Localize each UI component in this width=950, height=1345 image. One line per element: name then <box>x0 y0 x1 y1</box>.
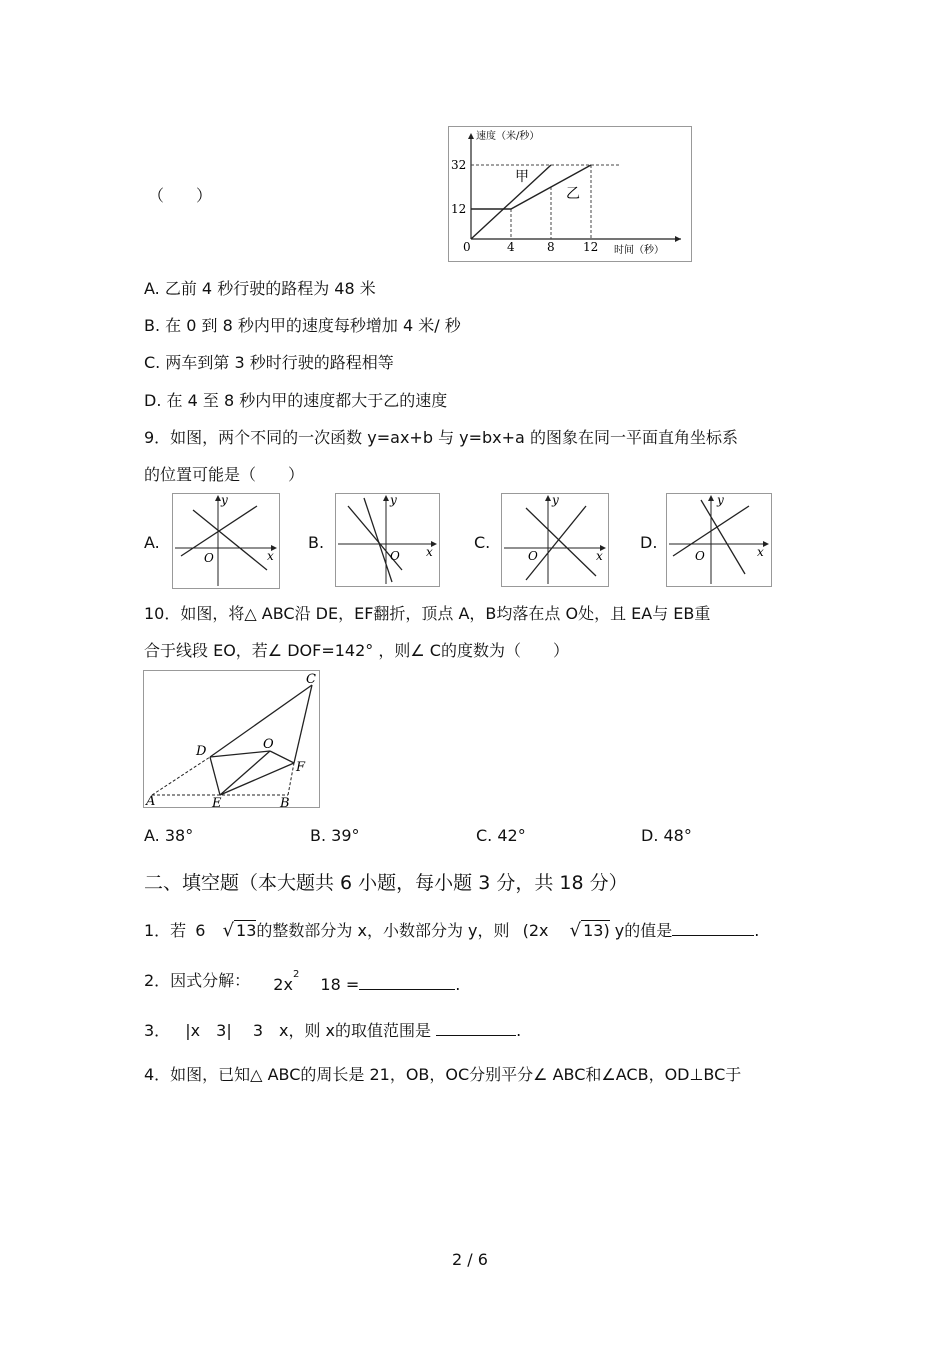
q8-option-d: D. 在 4 至 8 秒内甲的速度都大于乙的速度 <box>144 391 448 410</box>
label-jia: 甲 <box>515 169 529 185</box>
svg-text:C: C <box>306 672 316 687</box>
q9-stem-line1: 9．如图，两个不同的一次函数 y=ax+b 与 y=bx+a 的图象在同一平面直角坐标系 <box>144 428 738 447</box>
q8-option-b: B. 在 0 到 8 秒内甲的速度每秒增加 4 米/ 秒 <box>144 316 461 335</box>
svg-text:x: x <box>757 545 764 559</box>
q9-option-b-letter: B. <box>308 533 325 552</box>
svg-text:x: x <box>426 545 433 559</box>
fill-q2-blank[interactable] <box>359 975 455 990</box>
svg-text:O: O <box>390 549 400 563</box>
svg-text:y: y <box>221 494 228 507</box>
q10-stem-line1: 10．如图，将△ ABC沿 DE，EF翻折，顶点 A，B均落在点 O处，且 EA与 EB重 <box>144 604 711 623</box>
svg-text:A: A <box>146 794 156 807</box>
q9-graph-c <box>501 493 609 587</box>
fill-q2: 2．因式分解： $2x^2$ 18 = . <box>144 969 461 994</box>
svg-text:y: y <box>552 494 559 507</box>
svg-text:E: E <box>212 796 222 807</box>
q8-paren: （ ） <box>148 186 213 205</box>
svg-text:y: y <box>390 494 397 507</box>
graph-xlabel: 时间（秒） <box>614 245 664 256</box>
q10-option-a: A. 38° <box>144 826 194 845</box>
q10-option-d: D. 48° <box>641 826 692 845</box>
section2-heading: 二、填空题（本大题共 6 小题，每小题 3 分，共 18 分） <box>144 872 628 894</box>
x-tick-4: 4 <box>507 240 515 254</box>
q8-option-c: C. 两车到第 3 秒时行驶的路程相等 <box>144 353 394 372</box>
graph-ylabel: 速度（米/秒） <box>476 131 540 142</box>
svg-text:y: y <box>717 494 724 507</box>
svg-text:B: B <box>280 796 290 807</box>
q9-option-d-letter: D. <box>640 533 658 552</box>
fill-q3: 3． |x 3| 3 x，则 x的取值范围是 . <box>144 1021 522 1040</box>
fill-q1: 1．若 6 √ 13的整数部分为 x，小数部分为 y，则 (2x √ 13) y的值是 . <box>144 920 760 941</box>
q9-stem-line2: 的位置可能是（ ） <box>144 465 305 484</box>
fill-q1-blank[interactable] <box>672 921 754 936</box>
page-number: 2 / 6 <box>452 1250 488 1269</box>
speed-time-graph <box>448 126 692 262</box>
q9-graph-b <box>335 493 440 587</box>
q9-graph-a <box>172 493 280 589</box>
q9-graph-d <box>666 493 772 587</box>
label-yi: 乙 <box>566 186 580 202</box>
y-tick-32: 32 <box>451 158 467 172</box>
q9-option-c-letter: C. <box>474 533 491 552</box>
svg-text:F: F <box>296 760 306 775</box>
x-tick-8: 8 <box>547 240 555 254</box>
svg-text:x: x <box>267 549 274 563</box>
svg-text:x: x <box>596 549 603 563</box>
q10-triangle-figure <box>143 670 320 808</box>
q10-option-c: C. 42° <box>476 826 526 845</box>
svg-text:O: O <box>204 551 214 565</box>
svg-text:O: O <box>695 549 705 563</box>
x-tick-0: 0 <box>463 240 471 254</box>
jia-line <box>471 165 551 239</box>
q8-option-a: A. 乙前 4 秒行驶的路程为 48 米 <box>144 279 376 298</box>
svg-text:D: D <box>196 744 207 759</box>
svg-text:O: O <box>263 737 274 752</box>
x-tick-12: 12 <box>583 240 599 254</box>
fill-q3-blank[interactable] <box>436 1021 516 1036</box>
y-tick-12: 12 <box>451 202 467 216</box>
q10-stem-line2: 合于线段 EO，若∠ DOF=142° ，则∠ C的度数为（ ） <box>144 641 569 660</box>
svg-text:O: O <box>528 549 538 563</box>
fill-q4: 4．如图，已知△ ABC的周长是 21，OB，OC分别平分∠ ABC和∠ACB，OD⊥BC于 <box>144 1065 742 1084</box>
q10-option-b: B. 39° <box>310 826 360 845</box>
q9-option-a-letter: A. <box>144 533 160 552</box>
